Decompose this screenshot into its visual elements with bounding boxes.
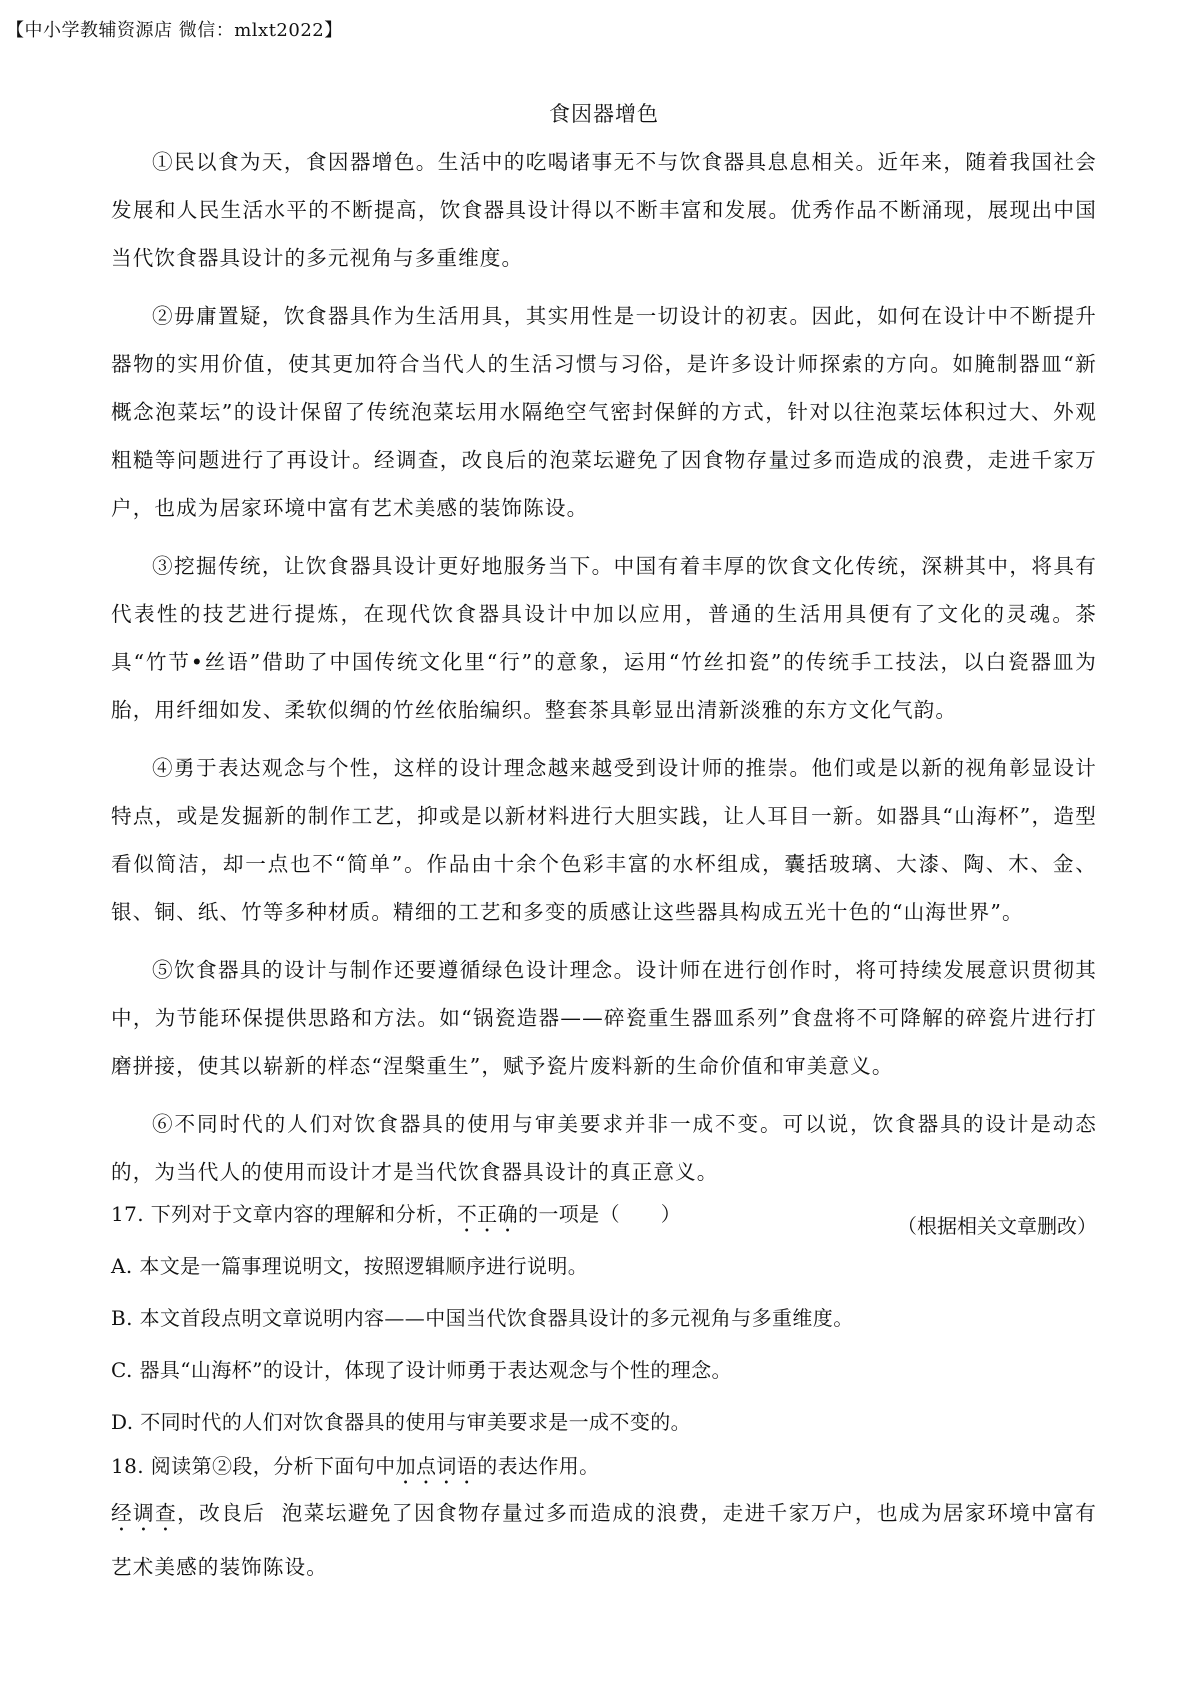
- q18-sentence-part2: 泡菜坛避免了因食物存量过多而造成的浪费，走进千家万户，也成为居家环境中富有艺术美感的装饰陈设。: [111, 1501, 1097, 1579]
- paragraph-3: ③挖掘传统，让饮食器具设计更好地服务当下。中国有着丰厚的饮食文化传统，深耕其中，将具有代表性的技艺进行提炼，在现代饮食器具设计中加以应用，普通的生活用具便有了文化的灵魂。茶具“竹节•丝语”借助了中国传统文化里“行”的意象，运用“竹丝扣瓷”的传统手工技法，以白瓷器皿为胎，用纤细如发、柔软似绸的竹丝依胎编织。整套茶具彰显出清新淡雅的东方文化气韵。: [111, 554, 1097, 722]
- q17-option-c: C. 器具“山海杯”的设计，体现了设计师勇于表达观念与个性的理念。: [111, 1358, 732, 1382]
- q18-sentence-part1: ，改良后: [177, 1501, 266, 1525]
- q18-sentence: [111, 1486, 1097, 1594]
- q17-stem-after: 的一项是（ ）: [517, 1202, 682, 1226]
- q18-sentence-emphasis: 经调查: [111, 1501, 178, 1525]
- paragraph-1: ①民以食为天，食因器增色。生活中的吃喝诸事无不与饮食器具息息相关。近年来，随着我国社会发展和人民生活水平的不断提高，饮食器具设计得以不断丰富和发展。优秀作品不断涌现，展现出中国当代饮食器具设计的多元视角与多重维度。: [111, 150, 1097, 270]
- q17-option-b: B. 本文首段点明文章说明内容——中国当代饮食器具设计的多元视角与多重维度。: [111, 1306, 854, 1330]
- article-source: （根据相关文章删改）: [897, 1214, 1097, 1238]
- q17-emphasis: 不正确: [456, 1202, 518, 1226]
- questions-section: [111, 1188, 1097, 1594]
- paragraph-5: ⑤饮食器具的设计与制作还要遵循绿色设计理念。设计师在进行创作时，将可持续发展意识贯彻其中，为节能环保提供思路和方法。如“锅瓷造器——碎瓷重生器皿系列”食盘将不可降解的碎瓷片进行打磨拼接，使其以崭新的样态“涅槃重生”，赋予瓷片废料新的生命价值和审美意义。: [111, 958, 1097, 1078]
- paragraph-6: ⑥不同时代的人们对饮食器具的使用与审美要求并非一成不变。可以说，饮食器具的设计是动态的，为当代人的使用而设计才是当代饮食器具设计的真正意义。: [111, 1112, 1097, 1184]
- article-body: [111, 138, 1097, 1250]
- q18-stem-after: 的表达作用。: [477, 1454, 600, 1478]
- q18-emphasis: 加点词语: [395, 1454, 478, 1478]
- question-17-stem: [111, 1188, 1097, 1240]
- q18-stem-before: 18. 阅读第②段，分析下面句中: [111, 1454, 396, 1478]
- watermark-header: 【中小学教辅资源店 微信：mlxt2022】: [6, 20, 343, 41]
- q17-stem-before: 17. 下列对于文章内容的理解和分析，: [111, 1202, 457, 1226]
- paragraph-2: ②毋庸置疑，饮食器具作为生活用具，其实用性是一切设计的初衷。因此，如何在设计中不断提升器物的实用价值，使其更加符合当代人的生活习惯与习俗，是许多设计师探索的方向。如腌制器皿“新概念泡菜坛”的设计保留了传统泡菜坛用水隔绝空气密封保鲜的方式，针对以往泡菜坛体积过大、外观粗糙等问题进行了再设计。经调查，改良后的泡菜坛避免了因食物存量过多而造成的浪费，走进千家万户，也成为居家环境中富有艺术美感的装饰陈设。: [111, 304, 1097, 520]
- paragraph-4: ④勇于表达观念与个性，这样的设计理念越来越受到设计师的推崇。他们或是以新的视角彰显设计特点，或是发掘新的制作工艺，抑或是以新材料进行大胆实践，让人耳目一新。如器具“山海杯”，造型看似简洁，却一点也不“简单”。作品由十余个色彩丰富的水杯组成，囊括玻璃、大漆、陶、木、金、银、铜、纸、竹等多种材质。精细的工艺和多变的质感让这些器具构成五光十色的“山海世界”。: [111, 756, 1097, 924]
- q17-option-a: A. 本文是一篇事理说明文，按照逻辑顺序进行说明。: [111, 1254, 589, 1278]
- q17-option-d: D. 不同时代的人们对饮食器具的使用与审美要求是一成不变的。: [111, 1410, 692, 1434]
- article-title: 食因器增色: [549, 102, 659, 126]
